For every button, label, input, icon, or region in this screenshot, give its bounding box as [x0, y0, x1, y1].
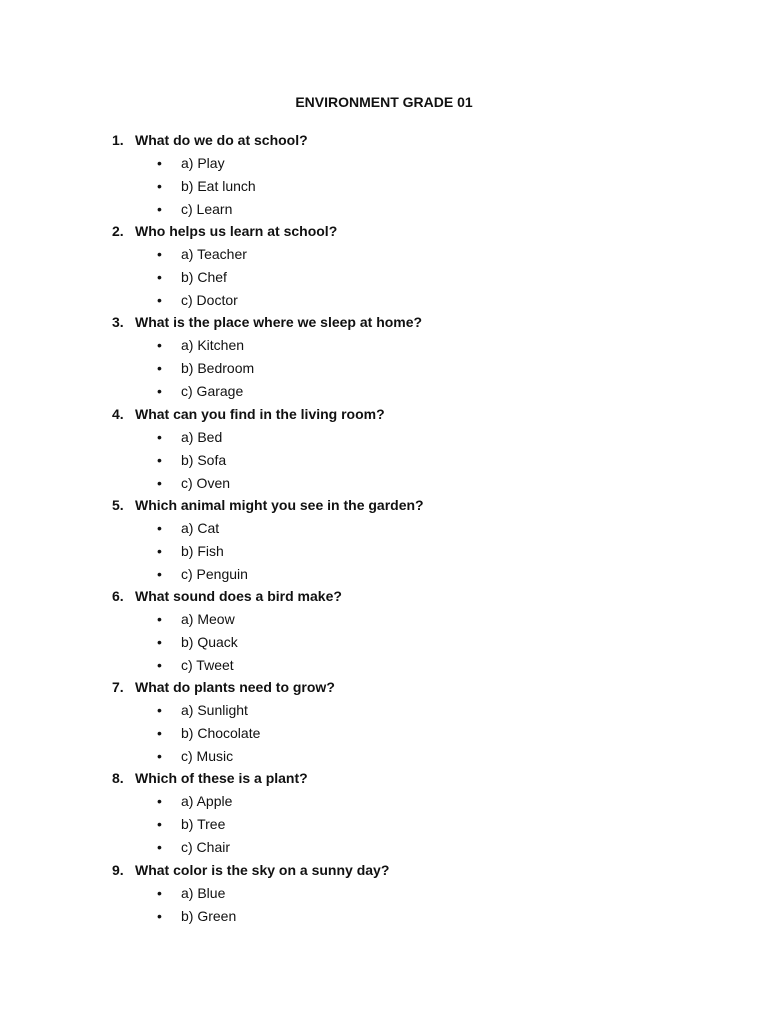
option-list [0, 244, 768, 313]
question-text: Which animal might you see in the garden? [135, 496, 424, 513]
question-4 [0, 404, 768, 495]
option-text: a) Apple [181, 793, 233, 810]
option-item [0, 267, 768, 290]
option-item [0, 791, 768, 814]
bullet-icon: • [157, 428, 162, 445]
bullet-icon: • [157, 383, 162, 400]
bullet-icon: • [157, 702, 162, 719]
question-text: Who helps us learn at school? [135, 223, 338, 240]
bullet-icon: • [157, 839, 162, 856]
bullet-icon: • [157, 816, 162, 833]
question-number: 5. [112, 496, 124, 513]
option-text: a) Bed [181, 428, 223, 445]
bullet-icon: • [157, 542, 162, 559]
option-text: b) Sofa [181, 451, 227, 468]
question-2 [0, 221, 768, 312]
question-number: 9. [112, 861, 124, 878]
option-text: b) Bedroom [181, 360, 255, 377]
option-list [0, 883, 768, 929]
question-text: What is the place where we sleep at home? [135, 314, 423, 331]
question-5 [0, 495, 768, 586]
option-list [0, 153, 768, 222]
option-item [0, 335, 768, 358]
option-item [0, 427, 768, 450]
option-text: a) Sunlight [181, 702, 248, 719]
option-item [0, 883, 768, 906]
option-text: a) Blue [181, 884, 226, 901]
option-item [0, 381, 768, 404]
bullet-icon: • [157, 633, 162, 650]
bullet-icon: • [157, 656, 162, 673]
option-item [0, 450, 768, 473]
option-list [0, 791, 768, 860]
option-list [0, 335, 768, 404]
question-1 [0, 130, 768, 221]
question-text: What can you find in the living room? [135, 405, 385, 422]
option-item [0, 564, 768, 587]
option-item [0, 541, 768, 564]
option-text: a) Teacher [181, 246, 247, 263]
question-text: What color is the sky on a sunny day? [135, 861, 390, 878]
bullet-icon: • [157, 610, 162, 627]
option-text: b) Green [181, 907, 237, 924]
bullet-icon: • [157, 451, 162, 468]
option-item [0, 518, 768, 541]
option-list [0, 700, 768, 769]
option-item [0, 837, 768, 860]
option-text: b) Tree [181, 816, 226, 833]
question-text: What do we do at school? [135, 132, 308, 148]
question-text: What sound does a bird make? [135, 587, 342, 604]
bullet-icon: • [157, 360, 162, 377]
bullet-icon: • [157, 337, 162, 354]
document-title: ENVIRONMENT GRADE 01 [295, 94, 473, 110]
option-item [0, 609, 768, 632]
option-item [0, 906, 768, 929]
bullet-icon: • [157, 474, 162, 491]
option-text: a) Meow [181, 610, 235, 627]
option-text: a) Cat [181, 519, 220, 536]
bullet-icon: • [157, 565, 162, 582]
option-text: b) Chef [181, 269, 227, 286]
question-9 [0, 860, 768, 951]
bullet-icon: • [157, 907, 162, 924]
question-number: 3. [112, 314, 124, 331]
option-item [0, 723, 768, 746]
question-list [0, 130, 768, 951]
option-list [0, 518, 768, 587]
option-text: c) Chair [181, 839, 231, 856]
option-item [0, 655, 768, 678]
question-text: Which of these is a plant? [135, 770, 308, 787]
bullet-icon: • [157, 748, 162, 765]
option-text: b) Fish [181, 542, 224, 559]
option-item [0, 632, 768, 655]
question-number: 8. [112, 770, 124, 787]
option-text: a) Kitchen [181, 337, 245, 354]
option-item [0, 358, 768, 381]
option-list [0, 427, 768, 496]
option-item [0, 700, 768, 723]
question-3 [0, 312, 768, 403]
bullet-icon: • [157, 201, 162, 217]
option-text: b) Eat lunch [181, 178, 256, 194]
bullet-icon: • [157, 246, 162, 263]
option-item [0, 746, 768, 769]
question-7 [0, 677, 768, 768]
bullet-icon: • [157, 793, 162, 810]
question-number: 7. [112, 679, 124, 696]
bullet-icon: • [157, 269, 162, 286]
option-text: c) Music [181, 748, 234, 765]
question-number: 1. [112, 132, 124, 148]
question-number: 6. [112, 587, 124, 604]
bullet-icon: • [157, 884, 162, 901]
question-number: 4. [112, 405, 124, 422]
option-text: c) Oven [181, 474, 231, 491]
question-number: 2. [112, 223, 124, 240]
bullet-icon: • [157, 155, 162, 171]
bullet-icon: • [157, 178, 162, 194]
option-item [0, 244, 768, 267]
option-text: c) Doctor [181, 292, 238, 309]
bullet-icon: • [157, 725, 162, 742]
bullet-icon: • [157, 519, 162, 536]
option-text: c) Penguin [181, 565, 248, 582]
question-text: What do plants need to grow? [135, 679, 335, 696]
option-text: c) Learn [181, 201, 233, 217]
bullet-icon: • [157, 292, 162, 309]
option-text: b) Quack [181, 633, 238, 650]
option-text: c) Garage [181, 383, 244, 400]
option-item [0, 814, 768, 837]
option-list [0, 609, 768, 678]
question-6 [0, 586, 768, 677]
option-item [0, 290, 768, 313]
option-item [0, 153, 768, 176]
option-text: b) Chocolate [181, 725, 261, 742]
question-8 [0, 768, 768, 859]
option-text: a) Play [181, 155, 225, 171]
option-item [0, 473, 768, 496]
option-item [0, 199, 768, 222]
option-text: c) Tweet [181, 656, 234, 673]
option-item [0, 176, 768, 199]
